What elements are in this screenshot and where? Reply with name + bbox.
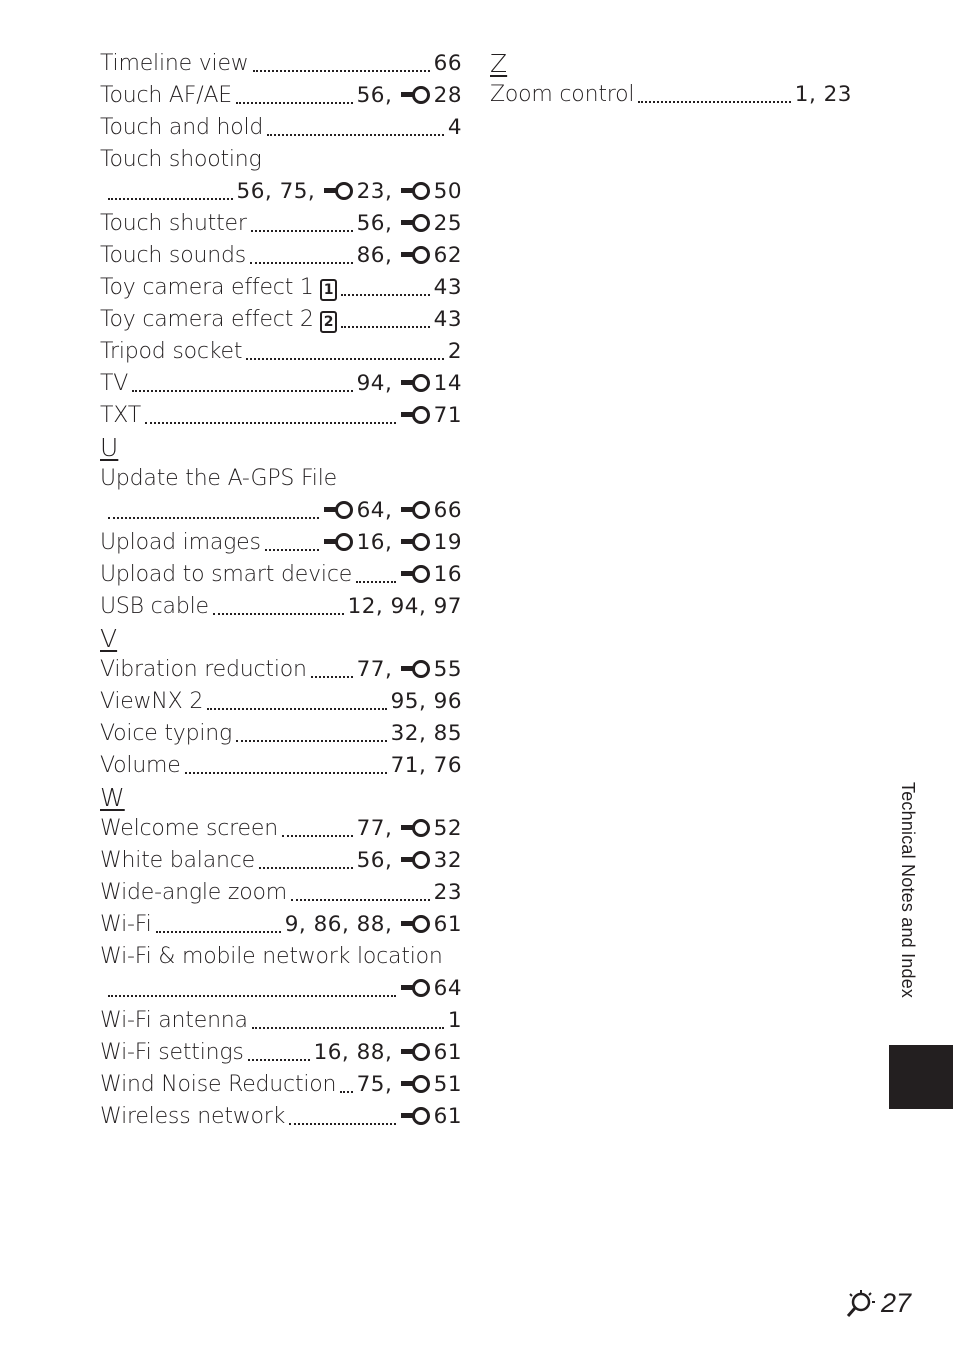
page-refs: 71, 76 — [390, 753, 462, 778]
reference-page: 55 — [433, 657, 462, 682]
index-pages — [357, 208, 462, 240]
reference-section-icon — [324, 501, 355, 518]
reference-section-icon — [401, 979, 432, 996]
dot-leader — [341, 326, 429, 328]
reference-page: 50 — [433, 179, 462, 204]
dot-leader — [213, 613, 344, 615]
index-pages — [357, 845, 462, 877]
dot-leader — [132, 390, 353, 392]
index-term: Upload images — [100, 530, 261, 555]
reference-section-icon — [401, 86, 432, 103]
page-refs: 2 — [447, 339, 462, 364]
index-term: White balance — [100, 848, 255, 873]
reference-page: 71 — [433, 403, 462, 428]
index-pages — [391, 718, 462, 750]
dot-leader — [207, 708, 386, 710]
index-entry — [100, 112, 462, 144]
index-pages — [348, 591, 462, 623]
separator: , — [384, 498, 400, 523]
index-pages — [391, 686, 462, 718]
dot-leader — [340, 1091, 352, 1093]
index-term: USB cable — [100, 594, 209, 619]
index-pages — [434, 304, 462, 336]
index-term: ViewNX 2 — [100, 689, 204, 714]
reference-section-icon — [401, 246, 432, 263]
dot-leader — [259, 867, 353, 869]
dot-leader — [282, 835, 353, 837]
index-pages — [400, 559, 462, 591]
dot-leader — [145, 422, 396, 424]
index-pages — [357, 813, 462, 845]
index-pages — [400, 400, 462, 432]
page-refs: 94, — [356, 371, 400, 396]
page-refs: 95, 96 — [390, 689, 462, 714]
reference-section-icon — [401, 565, 432, 582]
index-term: Wind Noise Reduction — [100, 1072, 337, 1097]
page-refs: 77, — [356, 657, 400, 682]
separator: , — [384, 179, 400, 204]
index-entry — [100, 336, 462, 368]
reference-page: 64 — [433, 976, 462, 1001]
section-tab-marker — [889, 1045, 953, 1109]
index-entry — [100, 48, 462, 80]
technical-notes-icon — [845, 1289, 879, 1319]
page-refs: 1 — [447, 1008, 462, 1033]
dot-leader — [289, 1123, 395, 1125]
index-term: Touch AF/AE — [100, 83, 233, 108]
reference-section-icon — [401, 1075, 432, 1092]
index-pages — [434, 877, 462, 909]
dot-leader — [253, 70, 430, 72]
index-entry — [100, 240, 462, 272]
index-entry — [100, 718, 462, 750]
index-term: Touch shooting — [100, 147, 262, 172]
index-term: Vibration reduction — [100, 657, 307, 682]
reference-page: 62 — [433, 243, 462, 268]
index-entry — [100, 1101, 462, 1133]
index-term: Touch sounds — [100, 243, 246, 268]
reference-page: 19 — [433, 530, 462, 555]
page-refs: 66 — [433, 51, 462, 76]
reference-page: 61 — [433, 1040, 462, 1065]
reference-page: 14 — [433, 371, 462, 396]
page-refs: 56, — [356, 211, 400, 236]
page-refs: 9, 86, 88, — [284, 912, 400, 937]
page-refs: 12, 94, 97 — [347, 594, 462, 619]
reference-section-icon — [401, 501, 432, 518]
index-term: Upload to smart device — [100, 562, 353, 587]
index-column-left — [100, 48, 462, 1133]
reference-page: 66 — [433, 498, 462, 523]
index-entry — [100, 941, 462, 973]
section-side-label: Technical Notes and Index — [898, 782, 918, 999]
index-term: Wi-Fi — [100, 912, 152, 937]
index-pages — [357, 80, 462, 112]
index-entry — [100, 1037, 462, 1069]
index-pages — [400, 973, 462, 1005]
page-refs: 32, 85 — [390, 721, 462, 746]
index-letter-heading: Z — [490, 49, 508, 78]
dot-leader — [156, 931, 281, 933]
index-entry — [100, 272, 462, 304]
reference-page: 16 — [433, 562, 462, 587]
page-number-value: 27 — [881, 1288, 912, 1318]
page-refs: 86, — [356, 243, 400, 268]
dot-leader — [311, 676, 353, 678]
reference-section-icon — [401, 182, 432, 199]
index-entry — [100, 686, 462, 718]
reference-section-icon — [401, 1043, 432, 1060]
page-refs: 43 — [433, 307, 462, 332]
dot-leader — [248, 1059, 310, 1061]
index-term: Tripod socket — [100, 339, 243, 364]
page-refs: 43 — [433, 275, 462, 300]
index-term: Wi-Fi & mobile network location — [100, 944, 443, 969]
reference-page: 16 — [356, 530, 385, 555]
page-refs: 77, — [356, 816, 400, 841]
index-pages — [795, 79, 852, 111]
index-term: Wireless network — [100, 1104, 286, 1129]
index-pages — [434, 48, 462, 80]
page-refs: 56, — [356, 83, 400, 108]
reference-section-icon — [324, 182, 355, 199]
index-term: TV — [100, 371, 129, 396]
index-term: Toy camera effect 1 — [100, 275, 314, 300]
separator: , — [384, 530, 400, 555]
dot-leader — [108, 517, 319, 519]
index-entry — [100, 750, 462, 782]
dot-leader — [252, 1027, 444, 1029]
page-refs: 75, — [356, 1072, 400, 1097]
index-pages — [400, 1101, 462, 1133]
index-entry — [100, 654, 462, 686]
reference-section-icon — [401, 214, 432, 231]
reference-page: 28 — [433, 83, 462, 108]
reference-section-icon — [401, 819, 432, 836]
dot-leader — [185, 772, 387, 774]
index-entry — [100, 144, 462, 176]
reference-section-icon — [401, 374, 432, 391]
dot-leader — [236, 102, 353, 104]
reference-section-icon — [401, 1107, 432, 1124]
index-entry — [100, 877, 462, 909]
reference-section-icon — [401, 660, 432, 677]
index-entry — [100, 909, 462, 941]
index-term: Wi-Fi settings — [100, 1040, 244, 1065]
index-pages — [357, 654, 462, 686]
reference-section-icon — [401, 406, 432, 423]
index-pages — [391, 750, 462, 782]
index-entry — [100, 1069, 462, 1101]
index-letter-heading: U — [100, 433, 119, 462]
index-entry — [100, 463, 462, 495]
dot-leader — [291, 899, 430, 901]
index-entry — [100, 368, 462, 400]
page-refs: 1, 23 — [794, 82, 852, 107]
dot-leader — [341, 294, 429, 296]
dot-leader — [638, 101, 791, 103]
index-pages — [237, 176, 462, 208]
index-entry — [100, 845, 462, 877]
reference-page: 25 — [433, 211, 462, 236]
index-entry — [100, 813, 462, 845]
index-entry — [100, 304, 462, 336]
reference-page: 32 — [433, 848, 462, 873]
index-entry — [100, 80, 462, 112]
index-pages — [434, 272, 462, 304]
dot-leader — [356, 581, 396, 583]
toy-camera-icon: 1 — [320, 279, 338, 301]
index-pages — [357, 1069, 462, 1101]
index-term: Touch and hold — [100, 115, 264, 140]
index-entry — [100, 1005, 462, 1037]
index-pages — [323, 527, 462, 559]
dot-leader — [108, 198, 233, 200]
index-term: Voice typing — [100, 721, 233, 746]
reference-section-icon — [401, 915, 432, 932]
index-term: Welcome screen — [100, 816, 278, 841]
index-pages — [285, 909, 462, 941]
index-pages — [314, 1037, 462, 1069]
dot-leader — [246, 358, 444, 360]
index-entry — [100, 208, 462, 240]
index-entry — [100, 527, 462, 559]
index-letter-heading: W — [100, 783, 125, 812]
reference-page: 61 — [433, 912, 462, 937]
index-pages — [448, 1005, 462, 1037]
reference-page: 51 — [433, 1072, 462, 1097]
page-refs: 56, — [356, 848, 400, 873]
index-entry — [100, 400, 462, 432]
dot-leader — [267, 134, 444, 136]
index-entry — [100, 591, 462, 623]
reference-section-icon — [401, 851, 432, 868]
index-entry — [490, 79, 852, 111]
index-letter-heading: V — [100, 624, 118, 653]
dot-leader — [108, 995, 396, 997]
page-number — [845, 1288, 911, 1319]
page-refs: 56, 75, — [236, 179, 323, 204]
reference-page: 52 — [433, 816, 462, 841]
index-term: Wi-Fi antenna — [100, 1008, 248, 1033]
index-term: Touch shutter — [100, 211, 247, 236]
index-term: Toy camera effect 2 — [100, 307, 314, 332]
index-pages — [323, 495, 462, 527]
reference-page: 64 — [356, 498, 385, 523]
index-term: Wide-angle zoom — [100, 880, 287, 905]
index-pages — [357, 240, 462, 272]
dot-leader — [236, 740, 387, 742]
toy-camera-icon: 2 — [320, 311, 338, 333]
index-term: Zoom control — [490, 82, 635, 107]
reference-page: 23 — [356, 179, 385, 204]
index-entry — [100, 176, 462, 208]
page-refs: 23 — [433, 880, 462, 905]
index-entry — [100, 559, 462, 591]
index-entry — [100, 495, 462, 527]
index-term: Volume — [100, 753, 181, 778]
dot-leader — [251, 230, 353, 232]
index-pages — [448, 336, 462, 368]
index-term: TXT — [100, 403, 141, 428]
dot-leader — [265, 549, 319, 551]
index-pages — [357, 368, 462, 400]
reference-section-icon — [401, 533, 432, 550]
index-entry — [100, 973, 462, 1005]
reference-section-icon — [324, 533, 355, 550]
index-column-right — [490, 48, 852, 111]
page-refs: 16, 88, — [313, 1040, 400, 1065]
index-term: Timeline view — [100, 51, 249, 76]
index-term: Update the A-GPS File — [100, 466, 337, 491]
reference-page: 61 — [433, 1104, 462, 1129]
page-refs: 4 — [447, 115, 462, 140]
dot-leader — [250, 262, 353, 264]
index-pages — [448, 112, 462, 144]
